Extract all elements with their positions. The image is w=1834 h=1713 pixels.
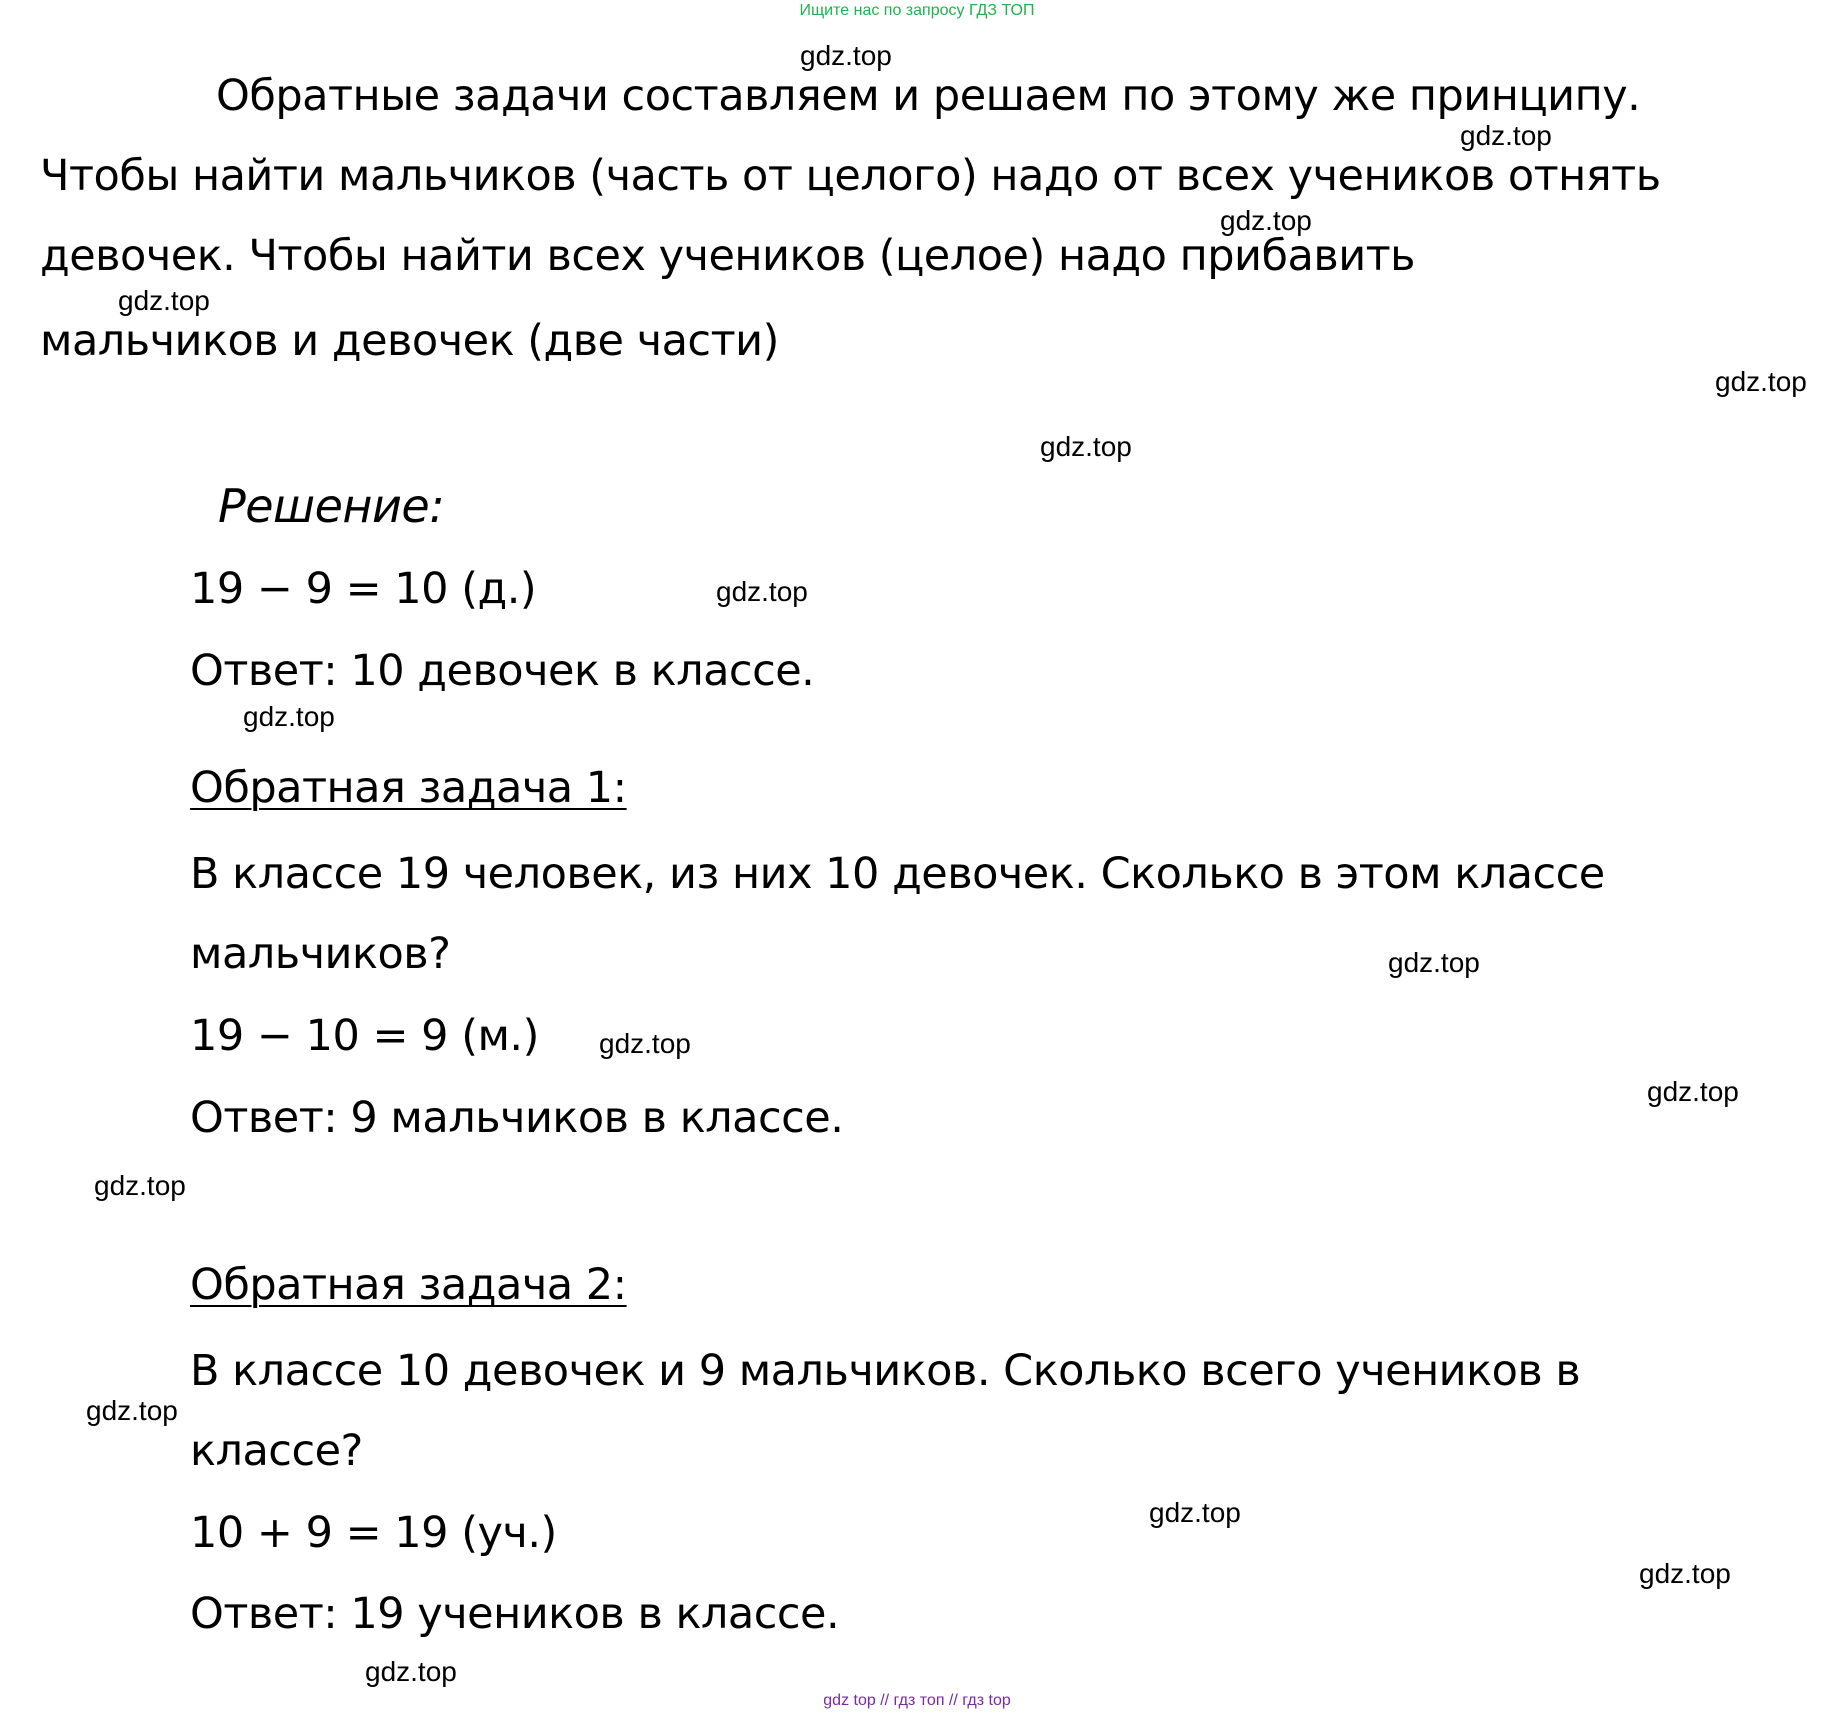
intro-line-3: девочек. Чтобы найти всех учеников (целое) надо прибавить (40, 231, 1416, 281)
intro-line-1: Обратные задачи составляем и решаем по этому же принципу. (216, 71, 1641, 121)
task1-equation: 19 − 10 = 9 (м.) (190, 1011, 539, 1061)
watermark: gdz.top (94, 1170, 186, 1201)
task2-heading: Обратная задача 2: (190, 1260, 627, 1310)
intro-line-4: мальчиков и девочек (две части) (40, 316, 779, 366)
watermark: gdz.top (716, 576, 808, 607)
watermark: gdz.top (1149, 1497, 1241, 1528)
watermark: gdz.top (1639, 1558, 1731, 1589)
watermark: gdz.top (1715, 366, 1807, 397)
top-banner: Ищите нас по запросу ГДЗ ТОП (799, 2, 1035, 19)
task2-text-line-2: классе? (190, 1426, 363, 1476)
task2-text-line-1: В классе 10 девочек и 9 мальчиков. Сколько всего учеников в (190, 1346, 1581, 1396)
task1-text-line-1: В классе 19 человек, из них 10 девочек. Сколько в этом классе (190, 849, 1605, 899)
task1-heading: Обратная задача 1: (190, 763, 627, 813)
solution-equation: 19 − 9 = 10 (д.) (190, 564, 537, 614)
watermark: gdz.top (86, 1395, 178, 1426)
watermark: gdz.top (365, 1656, 457, 1687)
watermark: gdz.top (1647, 1076, 1739, 1107)
watermark: gdz.top (1220, 205, 1312, 236)
bottom-banner: gdz top // гдз топ // гдз top (823, 1692, 1011, 1709)
watermark: gdz.top (1040, 431, 1132, 462)
solution-heading: Решение: (218, 479, 445, 533)
watermark: gdz.top (243, 701, 335, 732)
watermark: gdz.top (1460, 120, 1552, 151)
intro-line-2: Чтобы найти мальчиков (часть от целого) надо от всех учеников отнять (40, 151, 1661, 201)
task1-text-line-2: мальчиков? (190, 929, 451, 979)
task2-answer: Ответ: 19 учеников в классе. (190, 1589, 840, 1639)
watermark: gdz.top (800, 40, 892, 71)
task1-answer: Ответ: 9 мальчиков в классе. (190, 1093, 844, 1143)
solution-answer: Ответ: 10 девочек в классе. (190, 646, 815, 696)
watermark: gdz.top (118, 285, 210, 316)
watermark: gdz.top (599, 1028, 691, 1059)
watermark: gdz.top (1388, 947, 1480, 978)
task2-equation: 10 + 9 = 19 (уч.) (190, 1508, 557, 1558)
